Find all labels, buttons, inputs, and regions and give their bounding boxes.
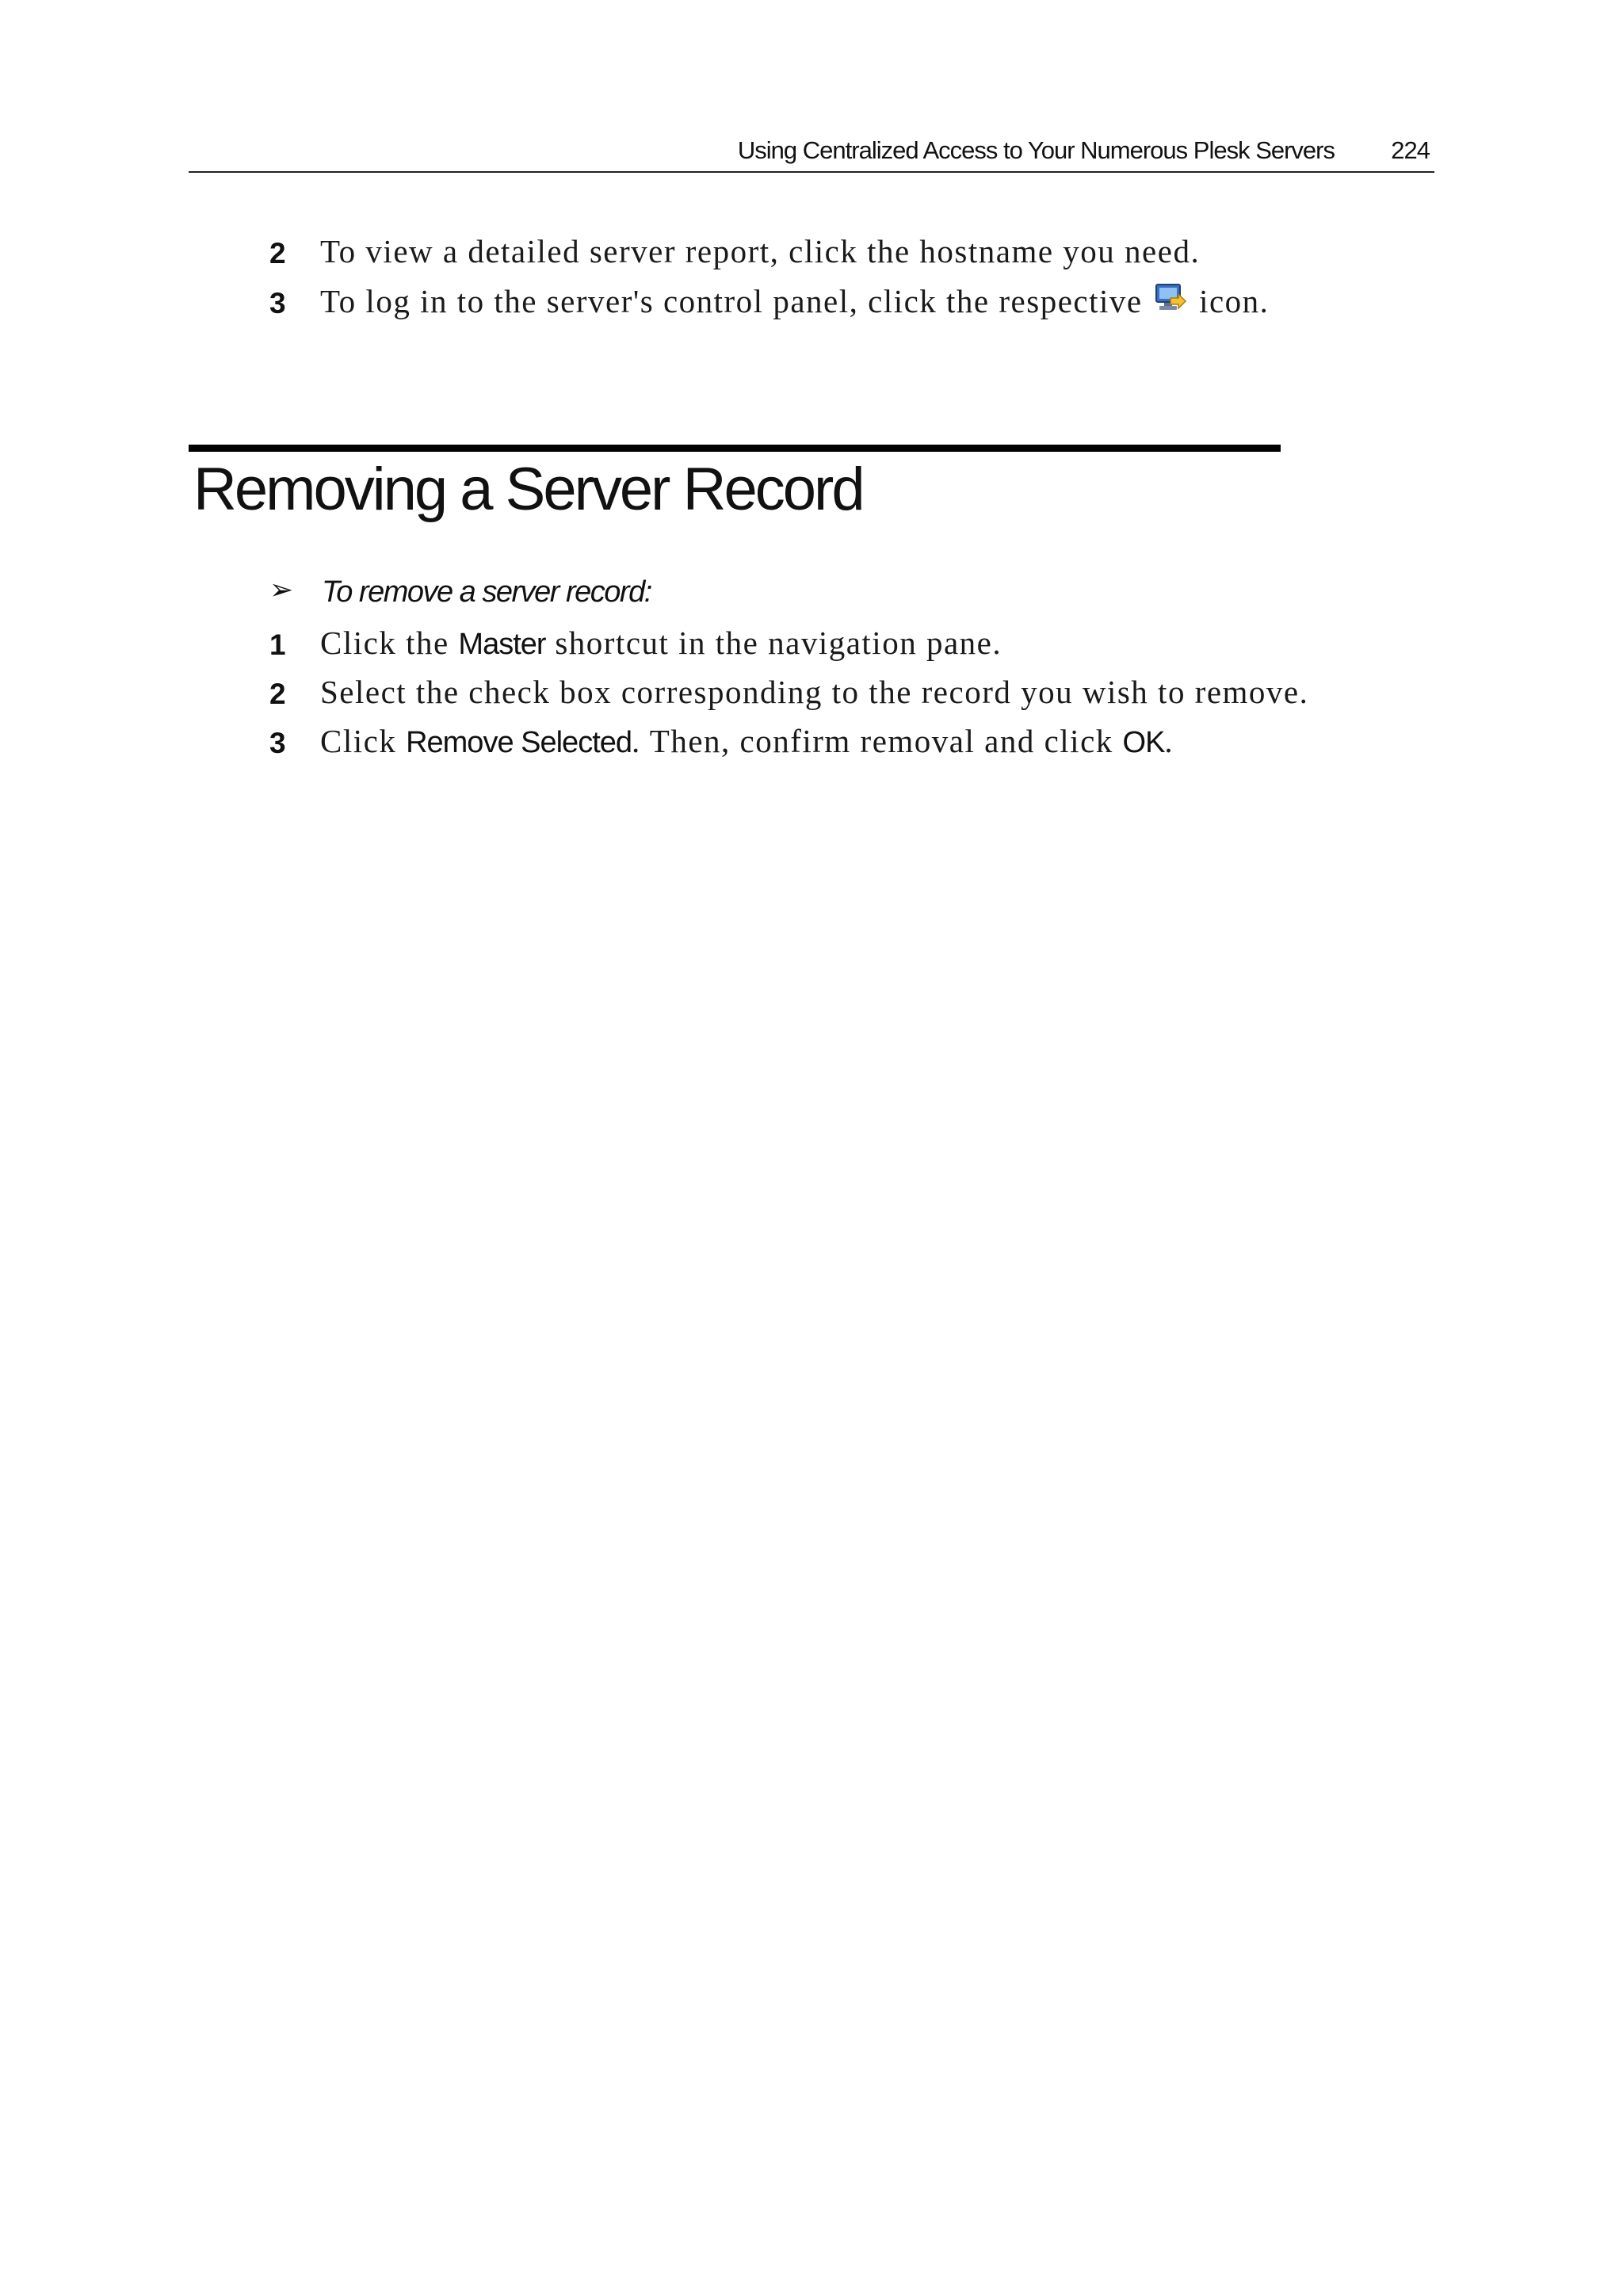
step-text: Click Remove Selected. Then, confirm removal and click OK. [320, 723, 1174, 759]
section-title: Removing a Server Record [193, 456, 863, 523]
step-number: 2 [269, 678, 286, 710]
step-text: To log in to the server's control panel, click the respective icon. [320, 283, 1270, 319]
running-header [189, 133, 1434, 173]
arrow-bullet-icon: ➢ [269, 574, 294, 606]
step-number: 2 [269, 237, 286, 269]
ui-term-remove-selected: Remove Selected [406, 726, 632, 759]
step-number: 3 [269, 287, 286, 319]
step-text: Click the Master shortcut in the navigation pane. [320, 625, 1002, 661]
login-to-server-icon [1155, 282, 1186, 314]
step-number: 1 [269, 628, 286, 661]
section-rule [189, 445, 1281, 452]
procedure-label: To remove a server record: [322, 575, 651, 609]
step-number: 3 [269, 727, 286, 759]
header-title: Using Centralized Access to Your Numerous Plesk Servers [737, 136, 1335, 164]
ui-term-master: Master [458, 628, 546, 661]
step-text: To view a detailed server report, click the hostname you need. [320, 233, 1201, 269]
page-number: 224 [1391, 136, 1430, 164]
ui-term-ok: OK [1122, 726, 1165, 759]
step-text: Select the check box corresponding to the record you wish to remove. [320, 674, 1309, 710]
